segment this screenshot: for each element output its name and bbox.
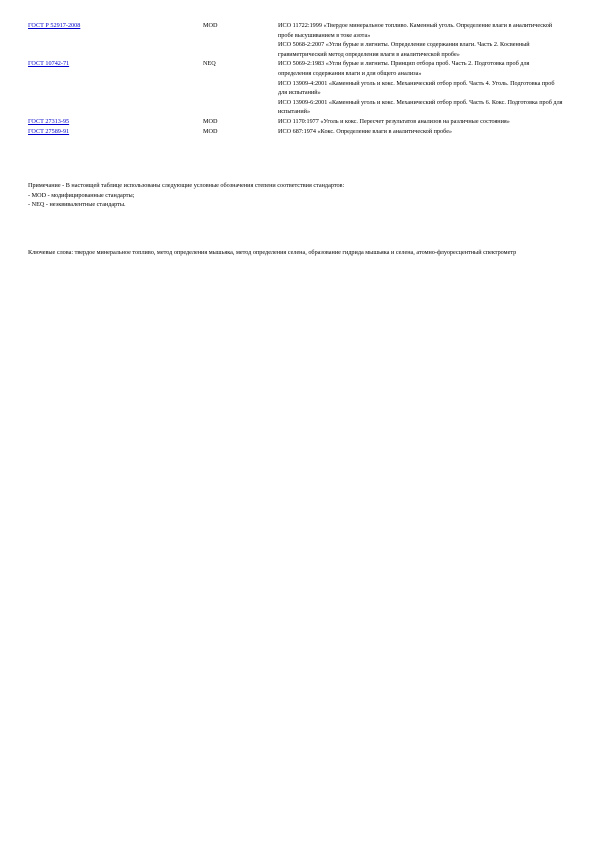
gost-cell (28, 21, 203, 31)
iso-reference: ИСО 5068-2:2007 «Угли бурые и лигниты. Определение содержания влаги. Часть 2. Косвенный гравиметрический метод определения влаги в аналитической пробе» (278, 41, 530, 58)
gost-link-27589[interactable]: ГОСТ 27589-91 (28, 127, 70, 135)
table-row (28, 117, 568, 127)
note-item-neq: - NEQ - неэквивалентные стандарты. (28, 201, 126, 209)
table-row (28, 127, 568, 137)
gost-link-27313[interactable]: ГОСТ 27313-95 (28, 117, 70, 125)
iso-reference: ИСО 1170:1977 «Уголь и кокс. Пересчет результатов анализов на различные состояния» (278, 117, 510, 125)
keywords-paragraph: Ключевые слова: твердое минеральное топливо, метод определения мышьяка, метод определения селена, образование гидрида мышьяка и селена, атомно-флуоресцентный спектрометр (28, 249, 517, 256)
degree-cell: NEQ (203, 60, 216, 68)
iso-cell (278, 59, 568, 117)
gost-cell (28, 59, 203, 69)
table-note (28, 181, 568, 210)
table-row (28, 21, 568, 59)
iso-reference: ИСО 11722:1999 «Твердое минеральное топливо. Каменный уголь. Определение влаги в аналитической пробе высушиванием в токе азота» (278, 22, 553, 39)
iso-reference: ИСО 5069-2:1983 «Угли бурые и лигниты. Принцип отбора проб. Часть 2. Подготовка проб для определения содержания влаги и для общего анализа» (278, 60, 530, 77)
degree-cell: MOD (203, 127, 218, 135)
iso-cell (278, 117, 568, 127)
gost-link-10742[interactable]: ГОСТ 10742-71 (28, 60, 70, 68)
degree-cell: MOD (203, 117, 218, 125)
gost-link-52917[interactable]: ГОСТ Р 52917-2008 (28, 22, 81, 29)
degree-cell: MOD (203, 22, 218, 29)
iso-reference: ИСО 13909-4:2001 «Каменный уголь и кокс. Механический отбор проб. Часть 4. Уголь. Подготовка проб для испытаний» (278, 79, 555, 97)
iso-reference: ИСО 13909-6:2001 «Каменный уголь и кокс. Механический отбор проб. Часть 6. Кокс. Подготовка проб для испытаний» (278, 98, 563, 116)
note-lead: Примечание - В настоящей таблице использованы следующие условные обозначения степени соответствия стандартов: (28, 182, 345, 189)
iso-cell (278, 21, 568, 59)
gost-cell (28, 127, 203, 137)
iso-cell (278, 127, 568, 137)
standards-correspondence-table (28, 21, 568, 136)
iso-reference: ИСО 687:1974 «Кокс. Определение влаги в аналитической пробе» (278, 127, 453, 135)
note-item-mod: - MOD - модифицированные стандарты; (28, 191, 135, 199)
table-row (28, 59, 568, 117)
gost-cell (28, 117, 203, 127)
